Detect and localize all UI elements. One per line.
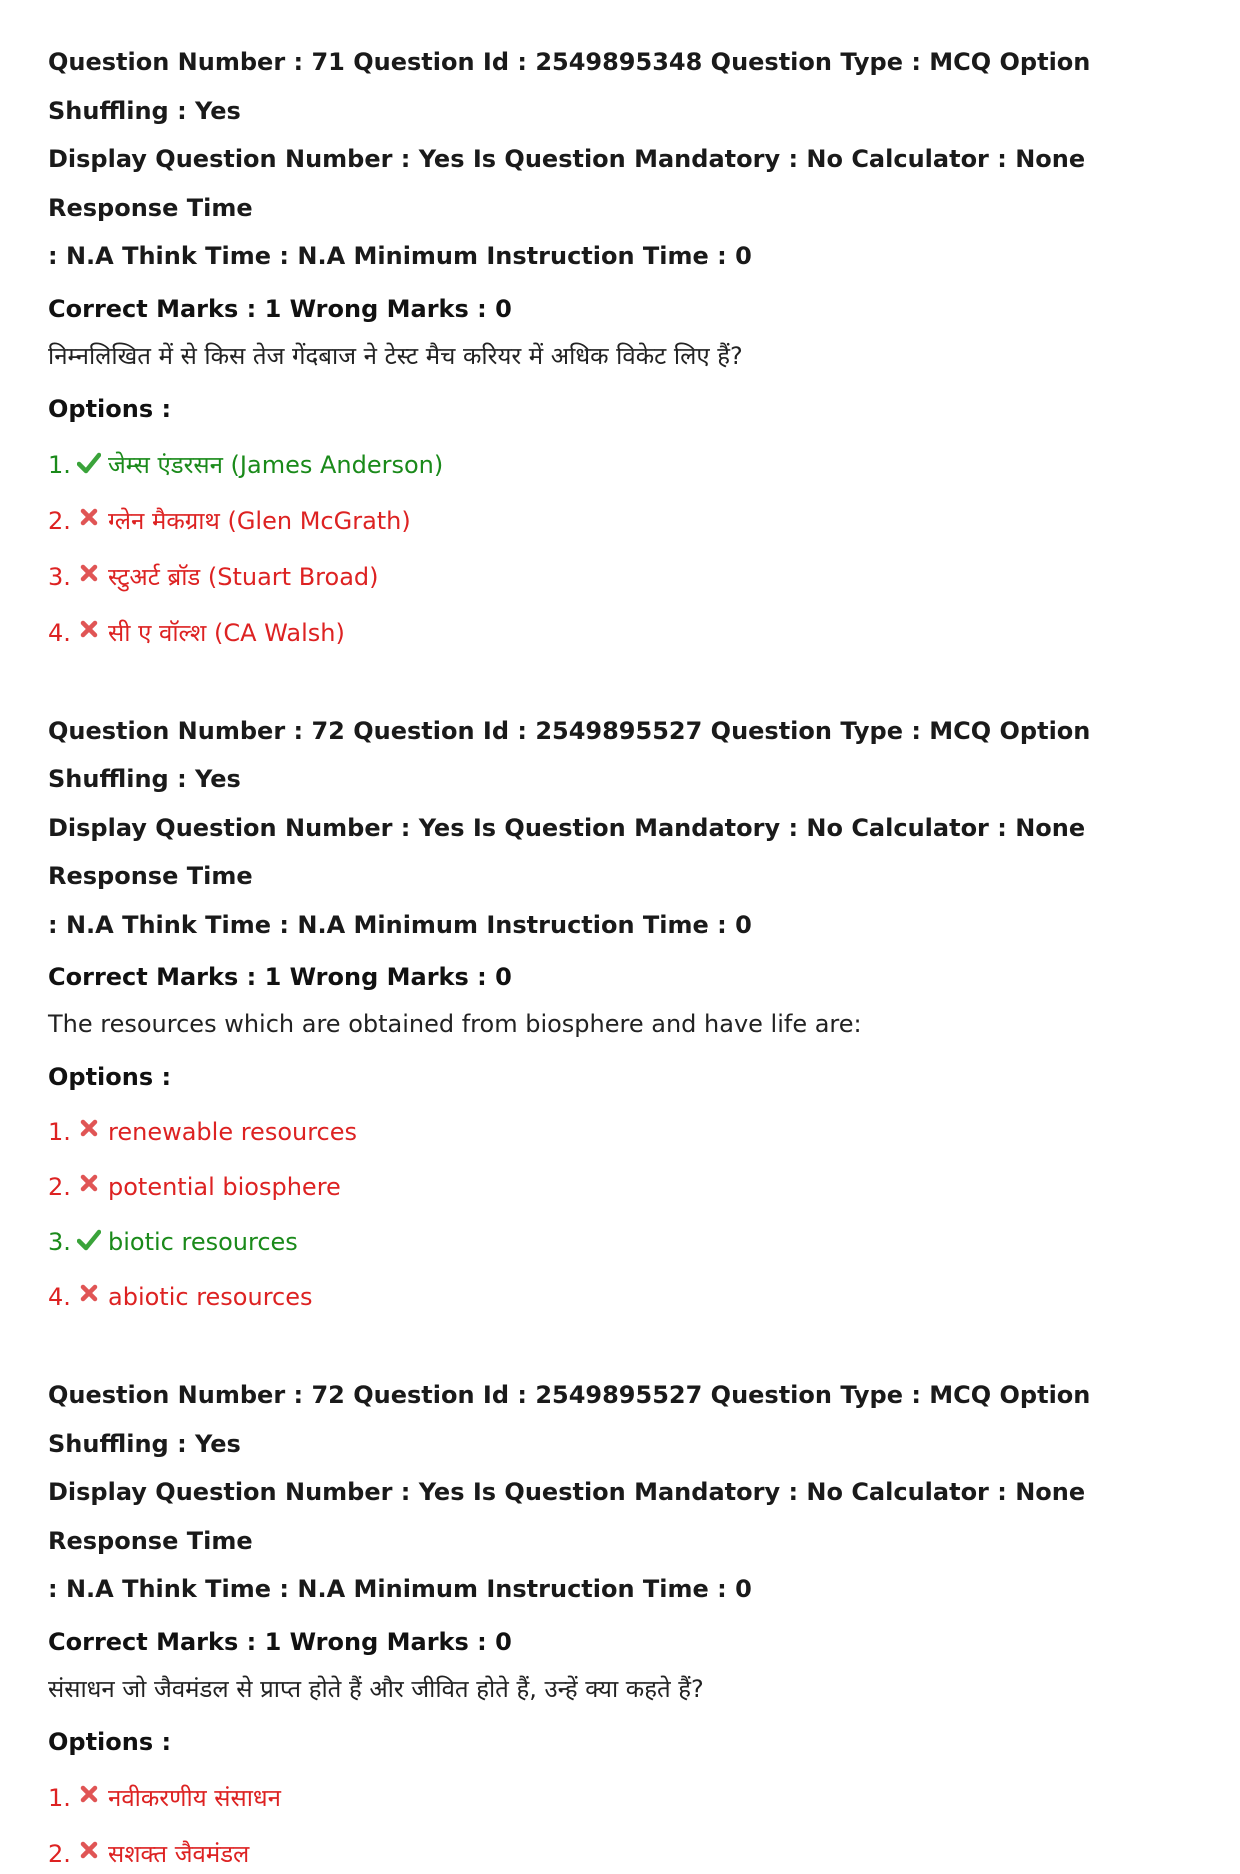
cross-icon bbox=[76, 620, 102, 646]
cross-icon bbox=[76, 1119, 102, 1145]
cross-icon bbox=[76, 1785, 102, 1811]
options-label: Options : bbox=[48, 394, 172, 423]
question-meta-line: Question Number : 72 Question Id : 2549895527 Question Type : MCQ Option Shuffling : Yes bbox=[48, 1381, 1091, 1458]
option-label: renewable resources bbox=[108, 1118, 358, 1146]
option-label: स्टुअर्ट ब्रॉड (Stuart Broad) bbox=[108, 563, 379, 591]
option-number: 1. bbox=[48, 1118, 71, 1146]
option-item bbox=[48, 1778, 1200, 1818]
option-item bbox=[48, 1112, 1200, 1152]
option-item bbox=[48, 1222, 1200, 1262]
cross-icon bbox=[76, 508, 102, 534]
option-label: नवीकरणीय संसाधन bbox=[108, 1784, 281, 1812]
option-label: ग्लेन मैकग्राथ (Glen McGrath) bbox=[108, 507, 411, 535]
question-meta-line: : N.A Think Time : N.A Minimum Instruction Time : 0 bbox=[48, 242, 752, 270]
marks-info: Correct Marks : 1 Wrong Marks : 0 bbox=[48, 963, 512, 991]
option-label: biotic resources bbox=[108, 1228, 298, 1256]
option-label: potential biosphere bbox=[108, 1173, 341, 1201]
question-text: निम्नलिखित में से किस तेज गेंदबाज ने टेस्ट मैच करियर में अधिक विकेट लिए हैं? bbox=[48, 341, 743, 370]
option-number: 3. bbox=[48, 562, 71, 591]
option-item bbox=[48, 501, 1200, 541]
checkmark-icon bbox=[76, 1229, 102, 1255]
option-item bbox=[48, 1167, 1200, 1207]
option-item bbox=[48, 1277, 1200, 1317]
question-text: संसाधन जो जैवमंडल से प्राप्त होते हैं और जीवित होते हैं, उन्हें क्या कहते हैं? bbox=[48, 1674, 704, 1703]
option-item bbox=[48, 613, 1200, 653]
question-block-71 bbox=[48, 38, 1200, 653]
marks-info: Correct Marks : 1 Wrong Marks : 0 bbox=[48, 1627, 512, 1656]
question-meta-line: : N.A Think Time : N.A Minimum Instruction Time : 0 bbox=[48, 910, 752, 939]
option-number: 2. bbox=[48, 1173, 71, 1201]
option-item bbox=[48, 445, 1200, 485]
marks-info: Correct Marks : 1 Wrong Marks : 0 bbox=[48, 294, 512, 323]
cross-icon bbox=[76, 1841, 102, 1867]
options-label: Options : bbox=[48, 1063, 172, 1091]
question-block-72-hi bbox=[48, 1371, 1200, 1874]
option-number: 1. bbox=[48, 450, 71, 479]
option-item bbox=[48, 557, 1200, 597]
question-text: The resources which are obtained from biosphere and have life are: bbox=[48, 1010, 862, 1038]
checkmark-icon bbox=[76, 452, 102, 478]
option-number: 4. bbox=[48, 618, 71, 647]
options-label: Options : bbox=[48, 1727, 172, 1756]
question-meta-line: Display Question Number : Yes Is Question Mandatory : No Calculator : None Response Time bbox=[48, 1478, 1086, 1555]
question-meta-line: Question Number : 72 Question Id : 2549895527 Question Type : MCQ Option Shuffling : Yes bbox=[48, 716, 1091, 793]
option-label: जेम्स एंडरसन (James Anderson) bbox=[108, 451, 444, 479]
option-number: 2. bbox=[48, 506, 71, 535]
option-label: abiotic resources bbox=[108, 1283, 313, 1311]
option-label: सी ए वॉल्श (CA Walsh) bbox=[108, 619, 345, 647]
option-label: सशक्त जैवमंडल bbox=[108, 1840, 250, 1868]
question-meta-line: : N.A Think Time : N.A Minimum Instruction Time : 0 bbox=[48, 1575, 752, 1603]
cross-icon bbox=[76, 564, 102, 590]
question-meta-line: Display Question Number : Yes Is Question Mandatory : No Calculator : None Response Time bbox=[48, 813, 1086, 890]
cross-icon bbox=[76, 1174, 102, 1200]
option-number: 3. bbox=[48, 1228, 71, 1256]
cross-icon bbox=[76, 1284, 102, 1310]
question-block-72-en bbox=[48, 707, 1200, 1318]
option-item bbox=[48, 1834, 1200, 1874]
question-meta-line: Display Question Number : Yes Is Question Mandatory : No Calculator : None Response Time bbox=[48, 145, 1086, 222]
question-meta-line: Question Number : 71 Question Id : 2549895348 Question Type : MCQ Option Shuffling : Yes bbox=[48, 48, 1091, 125]
option-number: 2. bbox=[48, 1839, 71, 1868]
option-number: 1. bbox=[48, 1783, 71, 1812]
option-number: 4. bbox=[48, 1283, 71, 1311]
